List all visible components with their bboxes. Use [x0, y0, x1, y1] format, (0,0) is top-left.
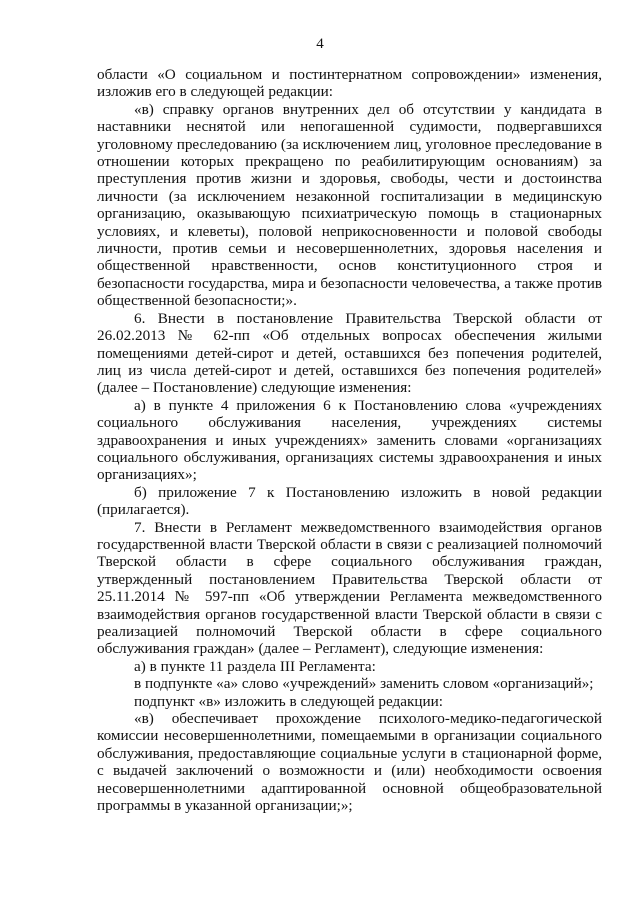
- paragraph-subitem-v-text: «в) обеспечивает прохождение психолого-медико-педагогической комиссии несовершеннолетними, помещаемыми в организации социального обслуживания, предоставляющие социальные услуги в стационарной форме, с выдачей заключений о возможности и (или) необходимости освоения несовершеннолетними адаптированной основной общеобразовательной программы в указанной организации;»;: [97, 710, 602, 815]
- paragraph-item-6-b: б) приложение 7 к Постановлению изложить в новой редакции (прилагается).: [97, 483, 602, 519]
- document-body: [97, 66, 602, 814]
- paragraph-item-6: 6. Внести в постановление Правительства Тверской области от 26.02.2013 № 62-пп «Об отдельных вопросах обеспечения жилыми помещениями детей-сирот и детей, оставшихся без попечения родителей, лиц из числа детей-сирот и детей, оставшихся без попечения родителей» (далее – Постановление) следующие изменения:: [97, 309, 602, 397]
- paragraph-continuation: области «О социальном и постинтернатном сопровождении» изменения, изложив его в следующей редакции:: [97, 66, 602, 101]
- paragraph-item-6-a: а) в пункте 4 приложения 6 к Постановлению слова «учреждениях социального обслуживания населения, учреждениях системы здравоохранения и иных учреждениях» заменить словами «организациях социального обслуживания, организациях системы здравоохранения и иных организациях»;: [97, 396, 602, 484]
- paragraph-item-7: 7. Внести в Регламент межведомственного взаимодействия органов государственной власти Тверской области в связи с реализацией полномочий Тверской области в сфере социального обслуживания граждан, утвержденный постановлением Правительства Тверской области от 25.11.2014 № 597-пп «Об утверждении Регламента межведомственного взаимодействия органов государственной власти Тверской области в связи с реализацией полномочий Тверской области в сфере социального обслуживания граждан» (далее – Регламент), следующие изменения:: [97, 518, 602, 658]
- paragraph-subitem-v-quote: «в) справку органов внутренних дел об отсутствии у кандидата в наставники неснятой или непогашенной судимости, подвергавшихся уголовному преследованию (за исключением лиц, уголовное преследование в отношении которых прекращено по реабилитирующим основаниям) за преступления против жизни и здоровья, свободы, чести и достоинства личности (за исключением незаконной госпитализации в медицинскую организацию, оказывающую психиатрическую помощь в стационарных условиях, и клеветы), половой неприкосновенности и половой свободы личности, против семьи и несовершеннолетних, здоровья населения и общественной нравственности, основ конституционного строя и безопасности государства, мира и безопасности человечества, а также против общественной безопасности;».: [97, 100, 602, 310]
- paragraph-subitem-a-change: в подпункте «а» слово «учреждений» заменить словом «организаций»;: [134, 675, 594, 693]
- paragraph-item-7-a: а) в пункте 11 раздела III Регламента:: [134, 657, 376, 675]
- paragraph-subitem-v-intro: подпункт «в» изложить в следующей редакции:: [134, 692, 443, 710]
- page-number: 4: [316, 36, 324, 52]
